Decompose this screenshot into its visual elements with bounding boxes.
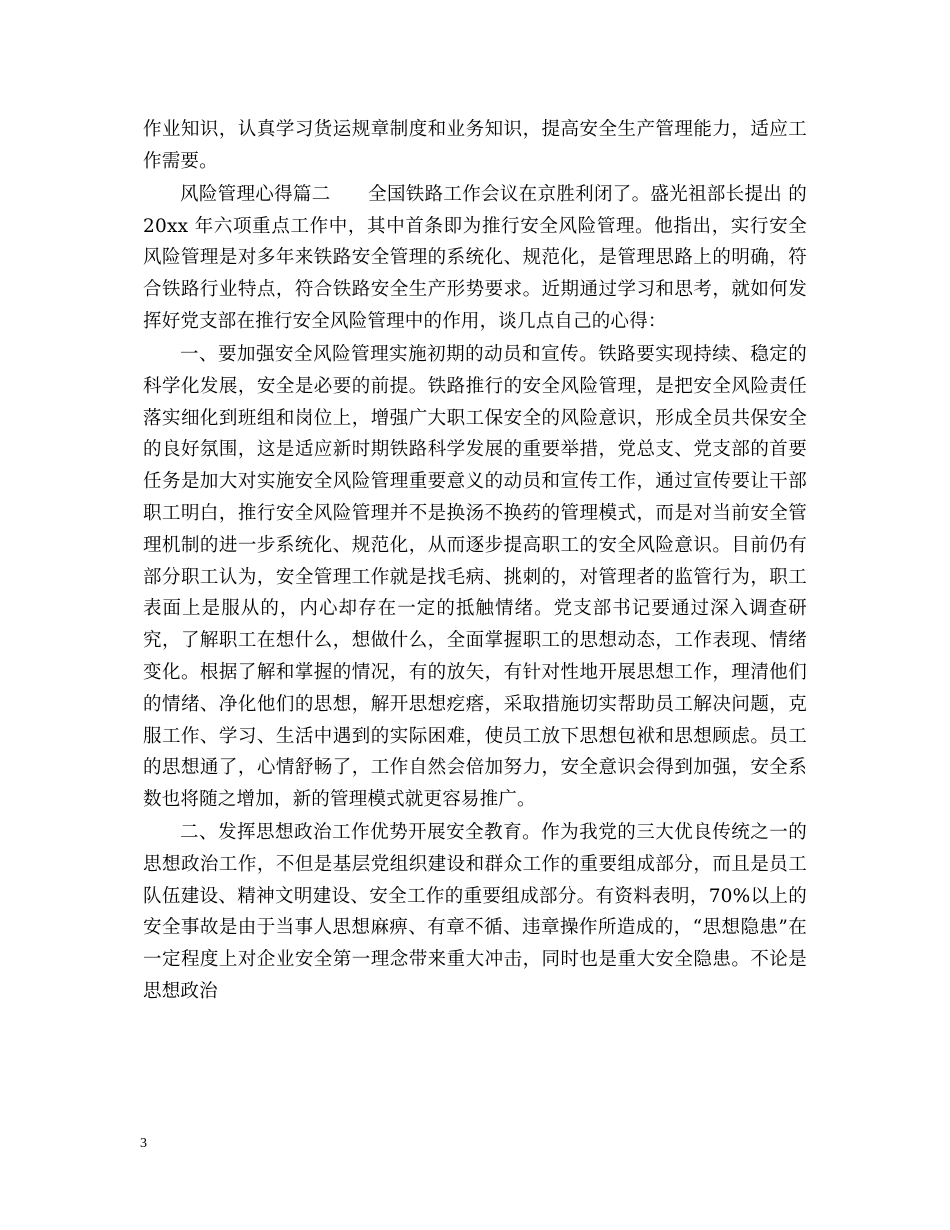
body-text — [143, 114, 807, 1008]
paragraph-continuation: 作业知识，认真学习货运规章制度和业务知识，提高安全生产管理能力，适应工作需要。 — [143, 119, 807, 172]
paragraph-intro: 风险管理心得篇二 全国铁路工作会议在京胜利闭了。盛光祖部长提出 的20xx 年六项重点工作中，其中首条即为推行安全风险管理。他指出，实行安全风险管理是对多年来铁路安全管理的系统化、规范化，是管理思路上的明确，符合铁路行业特点，符合铁路安全生产形势要求。近期通过学习和思考，就如何发挥好党支部在推行安全风险管理中的作用，谈几点自己的心得： — [143, 183, 807, 332]
paragraph-point-two: 二、发挥思想政治工作优势开展安全教育。作为我党的三大优良传统之一的思想政治工作，不但是基层党组织建设和群众工作的重要组成部分，而且是员工队伍建设、精神文明建设、安全工作的重要组成部分。有资料表明，70%以上的安全事故是由于当事人思想麻痹、有章不循、违章操作所造成的，“思想隐患”在一定程度上对企业安全第一理念带来重大冲击，同时也是重大安全隐患。不论是思想政治 — [143, 822, 807, 1003]
paragraph-point-one: 一、要加强安全风险管理实施初期的动员和宣传。铁路要实现持续、稳定的科学化发展，安全是必要的前提。铁路推行的安全风险管理，是把安全风险责任落实细化到班组和岗位上，增强广大职工保安全的风险意识，形成全员共保安全的良好氛围，这是适应新时期铁路科学发展的重要举措，党总支、党支部的首要任务是加大对实施安全风险管理重要意义的动员和宣传工作，通过宣传要让干部职工明白，推行安全风险管理并不是换汤不换药的管理模式，而是对当前安全管理机制的进一步系统化、规范化，从而逐步提高职工的安全风险意识。目前仍有部分职工认为，安全管理工作就是找毛病、挑刺的，对管理者的监管行为，职工表面上是服从的，内心却存在一定的抵触情绪。党支部书记要通过深入调查研究，了解职工在想什么，想做什么，全面掌握职工的思想动态，工作表现、情绪变化。根据了解和掌握的情况，有的放矢，有针对性地开展思想工作，理清他们的情绪、净化他们的思想，解开思想疙瘩，采取措施切实帮助员工解决问题，克服工作、学习、生活中遇到的实际困难，使员工放下思想包袱和思想顾虑。员工的思想通了，心情舒畅了，工作自然会倍加努力，安全意识会得到加强，安全系数也将随之增加，新的管理模式就更容易推广。 — [143, 343, 807, 811]
page-number: 3 — [140, 1136, 147, 1151]
